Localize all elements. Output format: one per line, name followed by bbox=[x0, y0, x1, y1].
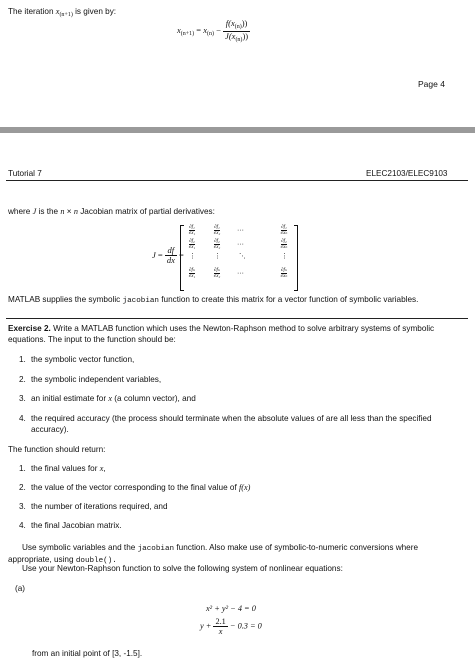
matrix-cell-n2: $\frac{\text{∂fₙ}}{\text{∂x₂}}$ bbox=[213, 268, 221, 280]
matrix-cell-nn: $\frac{\text{∂fₙ}}{\text{∂xₙ}}$ bbox=[280, 268, 288, 280]
jacobian-matrix bbox=[180, 225, 298, 291]
usage-note: Use symbolic variables and the jacobian function. Also make use of symbolic-to-numeric conversions where appropriate, using double(). bbox=[8, 543, 418, 565]
matrix-vdots: ⋮ bbox=[189, 253, 196, 260]
input-item-3: 3. an initial estimate for x (a column vector), and bbox=[19, 394, 196, 403]
part-a-label: (a) bbox=[15, 584, 26, 593]
matrix-cell-21: $\frac{\text{∂f₂}}{\text{∂x₁}}$ bbox=[188, 239, 196, 251]
matrix-cell-11: $\frac{\text{∂f₁}}{\text{∂x₁}}$ bbox=[188, 225, 196, 237]
matrix-bracket-right bbox=[294, 225, 298, 291]
equation-2: y + $\frac{2.1}{x}$ − 0.3 = 0 bbox=[200, 617, 262, 637]
exercise-statement: Exercise 2. Write a MATLAB function which uses the Newton-Raphson method to solve arbitrary systems of symbolic equations. The input to the function should be: bbox=[8, 324, 435, 344]
input-item-4: 4. the required accuracy (the process should terminate when the absolute values of are all less than the specified accuracy). bbox=[19, 414, 432, 434]
course-code: ELEC2103/ELEC9103 bbox=[366, 169, 448, 178]
matrix-cell-1n: $\frac{\text{∂f₁}}{\text{∂xₙ}}$ bbox=[280, 225, 288, 237]
matlab-jacobian-note: MATLAB supplies the symbolic jacobian function to create this matrix for a vector function of symbolic variables. bbox=[8, 295, 419, 305]
formula-fraction: $\frac{f(x_{(n)}))}{J(x_{(n)}))}$ bbox=[225, 18, 249, 43]
output-item-1: 1. the final values for x, bbox=[19, 464, 106, 473]
output-item-4: 4. the final Jacobian matrix. bbox=[19, 521, 122, 530]
section-rule bbox=[6, 318, 468, 319]
jacobian-definition: J = $\frac{df}{dx}$ = bbox=[152, 245, 184, 266]
matrix-cell-12: $\frac{\text{∂f₁}}{\text{∂x₂}}$ bbox=[213, 225, 221, 237]
matrix-vdots: ⋮ bbox=[214, 253, 221, 260]
tutorial-label: Tutorial 7 bbox=[8, 169, 42, 178]
input-item-1: 1. the symbolic vector function, bbox=[19, 355, 135, 364]
matrix-cell-2n: $\frac{\text{∂f₂}}{\text{∂xₙ}}$ bbox=[280, 239, 288, 251]
solve-instruction: Use your Newton-Raphson function to solve the following system of nonlinear equations: bbox=[22, 564, 343, 573]
matrix-vdots: ⋮ bbox=[281, 253, 288, 260]
header-rule bbox=[6, 180, 468, 181]
output-item-2: 2. the value of the vector corresponding to the final value of f(x) bbox=[19, 483, 251, 492]
initial-point-text: from an initial point of [3, -1.5]. bbox=[32, 649, 143, 658]
return-intro: The function should return: bbox=[8, 445, 106, 454]
input-item-2: 2. the symbolic independent variables, bbox=[19, 375, 162, 384]
matrix-cell-n1: $\frac{\text{∂fₙ}}{\text{∂x₁}}$ bbox=[188, 268, 196, 280]
matrix-hdots: ··· bbox=[237, 270, 244, 277]
matrix-hdots: ··· bbox=[237, 227, 244, 234]
matrix-ddots: ⋱ bbox=[239, 253, 246, 260]
iteration-heading: The iteration $x_{(n+1)}$ is given by: bbox=[8, 7, 117, 18]
exercise-title: Exercise 2. bbox=[8, 324, 51, 333]
matrix-cell-22: $\frac{\text{∂f₂}}{\text{∂x₂}}$ bbox=[213, 239, 221, 251]
newton-iteration-formula: $x_{(n+1)} = x_{(n)}$ − $\frac{f(x_{(n)}))}{J(x_{(n)}))}$ bbox=[177, 18, 249, 43]
matrix-hdots: ··· bbox=[237, 241, 244, 248]
output-item-3: 3. the number of iterations required, and bbox=[19, 502, 168, 511]
jacobian-intro: where J is the n × n Jacobian matrix of partial derivatives: bbox=[8, 207, 215, 216]
equation-1: x² + y² − 4 = 0 bbox=[206, 604, 256, 613]
page-number: Page 4 bbox=[418, 79, 445, 89]
page-separator-bar bbox=[0, 127, 475, 133]
